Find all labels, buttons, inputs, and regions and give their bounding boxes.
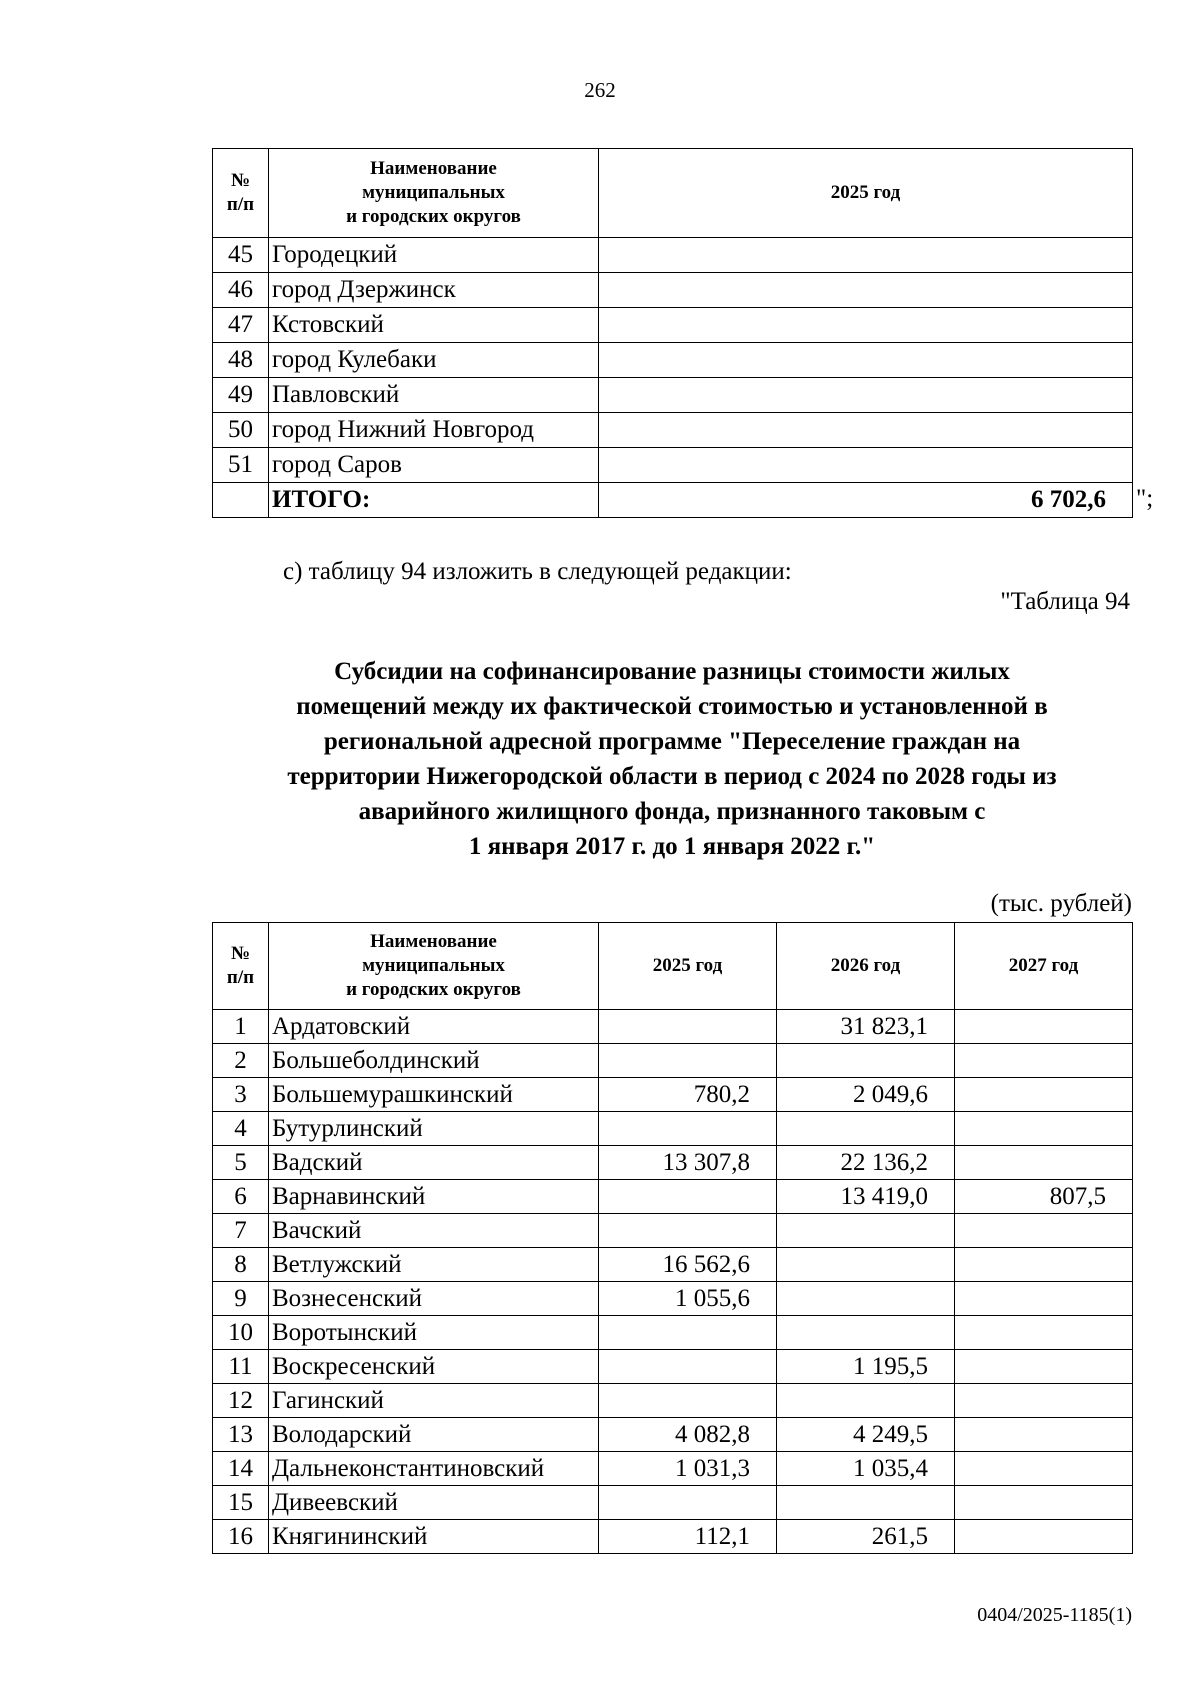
row-number: 11 — [213, 1350, 269, 1384]
col-header-2025: 2025 год — [599, 923, 777, 1010]
value-2025 — [599, 1112, 777, 1146]
table-row — [213, 1384, 1133, 1418]
header-name-line: муниципальных — [362, 182, 505, 203]
value-2025 — [599, 308, 1133, 343]
subsidy-table — [212, 922, 1133, 1554]
municipality-name: город Нижний Новгород — [269, 413, 599, 448]
municipality-name: Дальнеконстантиновский — [269, 1452, 599, 1486]
header-num-line: п/п — [226, 194, 255, 215]
col-header-2026: 2026 год — [777, 923, 955, 1010]
municipality-name: Володарский — [269, 1418, 599, 1452]
municipality-name: Вознесенский — [269, 1282, 599, 1316]
value-2025 — [599, 1486, 777, 1520]
value-2025: 780,2 — [599, 1078, 777, 1112]
table-row — [213, 413, 1133, 448]
table-row — [213, 1146, 1133, 1180]
municipality-name: Вачский — [269, 1214, 599, 1248]
value-2025 — [599, 1350, 777, 1384]
value-2026 — [777, 1384, 955, 1418]
row-number: 7 — [213, 1214, 269, 1248]
value-2025 — [599, 1010, 777, 1044]
table-row — [213, 238, 1133, 273]
value-2025 — [599, 1044, 777, 1078]
value-2026: 2 049,6 — [777, 1078, 955, 1112]
table-row — [213, 1112, 1133, 1146]
page-number: 262 — [584, 78, 616, 102]
value-2025: 112,1 — [599, 1520, 777, 1554]
value-2027 — [955, 1282, 1133, 1316]
table-row — [213, 448, 1133, 483]
header-name-line: муниципальных — [362, 955, 505, 976]
col-header-name — [269, 149, 599, 238]
header-name-line: Наименование — [370, 158, 497, 179]
municipality-name: город Дзержинск — [269, 273, 599, 308]
row-number: 13 — [213, 1418, 269, 1452]
value-2025 — [599, 413, 1133, 448]
municipality-name: город Кулебаки — [269, 343, 599, 378]
row-number: 15 — [213, 1486, 269, 1520]
value-2025: 1 031,3 — [599, 1452, 777, 1486]
value-2026 — [777, 1248, 955, 1282]
table-row — [213, 1350, 1133, 1384]
total-label: ИТОГО: — [269, 483, 599, 518]
row-number: 49 — [213, 378, 269, 413]
title-line: помещений между их фактической стоимостью и установленной в — [296, 693, 1048, 720]
value-2027 — [955, 1214, 1133, 1248]
value-2027 — [955, 1316, 1133, 1350]
value-2025 — [599, 273, 1133, 308]
value-2025 — [599, 238, 1133, 273]
table-row — [213, 1452, 1133, 1486]
header-num-line: п/п — [226, 967, 255, 988]
instruction-text: с) таблицу 94 изложить в следующей редакции: — [283, 558, 792, 585]
total-row — [213, 483, 1133, 518]
header-num-line: № — [230, 170, 251, 191]
table-row — [213, 1282, 1133, 1316]
row-number: 45 — [213, 238, 269, 273]
table-row — [213, 1248, 1133, 1282]
row-number: 12 — [213, 1384, 269, 1418]
table-row — [213, 1010, 1133, 1044]
value-2026 — [777, 1112, 955, 1146]
col-header-num — [213, 923, 269, 1010]
row-number: 48 — [213, 343, 269, 378]
row-number: 9 — [213, 1282, 269, 1316]
title-line: региональной адресной программе "Переселение граждан на — [323, 728, 1021, 755]
row-number: 50 — [213, 413, 269, 448]
col-header-2025: 2025 год — [599, 149, 1133, 238]
total-num-cell — [213, 483, 269, 518]
municipality-name: Большемурашкинский — [269, 1078, 599, 1112]
header-name-line: и городских округов — [346, 206, 521, 227]
table-row — [213, 343, 1133, 378]
table2-header-row — [213, 923, 1133, 1010]
municipality-name: Воскресенский — [269, 1350, 599, 1384]
units-label: (тыс. рублей) — [990, 890, 1132, 917]
value-2025: 13 307,8 — [599, 1146, 777, 1180]
municipality-name: Дивеевский — [269, 1486, 599, 1520]
row-number: 47 — [213, 308, 269, 343]
value-2027 — [955, 1146, 1133, 1180]
municipality-name: Ветлужский — [269, 1248, 599, 1282]
value-2026: 13 419,0 — [777, 1180, 955, 1214]
closing-quote: "; — [1136, 485, 1154, 512]
value-2026: 1 035,4 — [777, 1452, 955, 1486]
value-2025 — [599, 1180, 777, 1214]
municipality-name: Павловский — [269, 378, 599, 413]
row-number: 6 — [213, 1180, 269, 1214]
row-number: 4 — [213, 1112, 269, 1146]
value-2027 — [955, 1452, 1133, 1486]
municipality-name: Воротынский — [269, 1316, 599, 1350]
table-row — [213, 273, 1133, 308]
value-2027 — [955, 1486, 1133, 1520]
table-row — [213, 1214, 1133, 1248]
row-number: 51 — [213, 448, 269, 483]
value-2027 — [955, 1384, 1133, 1418]
row-number: 10 — [213, 1316, 269, 1350]
row-number: 5 — [213, 1146, 269, 1180]
table-row — [213, 1486, 1133, 1520]
table-row — [213, 1520, 1133, 1554]
header-name-line: Наименование — [370, 931, 497, 952]
table-row — [213, 1418, 1133, 1452]
value-2027 — [955, 1350, 1133, 1384]
value-2027 — [955, 1418, 1133, 1452]
municipality-name: Бутурлинский — [269, 1112, 599, 1146]
table1-header-row — [213, 149, 1133, 238]
value-2026: 31 823,1 — [777, 1010, 955, 1044]
title-line: 1 января 2017 г. до 1 января 2022 г." — [468, 833, 876, 860]
value-2027 — [955, 1112, 1133, 1146]
value-2025 — [599, 448, 1133, 483]
table-row — [213, 1316, 1133, 1350]
value-2026 — [777, 1486, 955, 1520]
title-line: аварийного жилищного фонда, признанного таковым с — [358, 798, 986, 825]
value-2026 — [777, 1282, 955, 1316]
municipality-name: Городецкий — [269, 238, 599, 273]
value-2025 — [599, 378, 1133, 413]
value-2026 — [777, 1316, 955, 1350]
value-2025: 16 562,6 — [599, 1248, 777, 1282]
value-2026: 4 249,5 — [777, 1418, 955, 1452]
value-2026 — [777, 1214, 955, 1248]
document-code: 0404/2025-1185(1) — [977, 1604, 1132, 1626]
municipality-name: Кстовский — [269, 308, 599, 343]
col-header-num — [213, 149, 269, 238]
value-2025: 1 055,6 — [599, 1282, 777, 1316]
row-number: 2 — [213, 1044, 269, 1078]
row-number: 1 — [213, 1010, 269, 1044]
municipality-name: Варнавинский — [269, 1180, 599, 1214]
row-number: 46 — [213, 273, 269, 308]
value-2027 — [955, 1520, 1133, 1554]
table-title — [212, 654, 1132, 864]
total-2025: 6 702,6 — [599, 483, 1133, 518]
municipality-name: Гагинский — [269, 1384, 599, 1418]
col-header-2027: 2027 год — [955, 923, 1133, 1010]
value-2027 — [955, 1010, 1133, 1044]
col-header-name — [269, 923, 599, 1010]
value-2025 — [599, 1316, 777, 1350]
title-line: территории Нижегородской области в период с 2024 по 2028 годы из — [287, 763, 1057, 790]
row-number: 14 — [213, 1452, 269, 1486]
row-number: 16 — [213, 1520, 269, 1554]
value-2025 — [599, 1214, 777, 1248]
value-2026 — [777, 1044, 955, 1078]
header-num-line: № — [230, 943, 251, 964]
municipality-name: Ардатовский — [269, 1010, 599, 1044]
municipality-name: город Саров — [269, 448, 599, 483]
table-label: "Таблица 94 — [1000, 588, 1130, 615]
table-continuation — [212, 148, 1133, 518]
value-2025 — [599, 1384, 777, 1418]
value-2027 — [955, 1044, 1133, 1078]
value-2027 — [955, 1248, 1133, 1282]
value-2027 — [955, 1078, 1133, 1112]
value-2026: 22 136,2 — [777, 1146, 955, 1180]
value-2027: 807,5 — [955, 1180, 1133, 1214]
municipality-name: Княгининский — [269, 1520, 599, 1554]
title-line: Субсидии на софинансирование разницы стоимости жилых — [334, 658, 1010, 685]
table-row — [213, 378, 1133, 413]
value-2026: 1 195,5 — [777, 1350, 955, 1384]
municipality-name: Большеболдинский — [269, 1044, 599, 1078]
table-row — [213, 1180, 1133, 1214]
table-row — [213, 1078, 1133, 1112]
table-row — [213, 1044, 1133, 1078]
table-row — [213, 308, 1133, 343]
value-2025 — [599, 343, 1133, 378]
row-number: 8 — [213, 1248, 269, 1282]
value-2025: 4 082,8 — [599, 1418, 777, 1452]
header-name-line: и городских округов — [346, 979, 521, 1000]
municipality-name: Вадский — [269, 1146, 599, 1180]
value-2026: 261,5 — [777, 1520, 955, 1554]
row-number: 3 — [213, 1078, 269, 1112]
